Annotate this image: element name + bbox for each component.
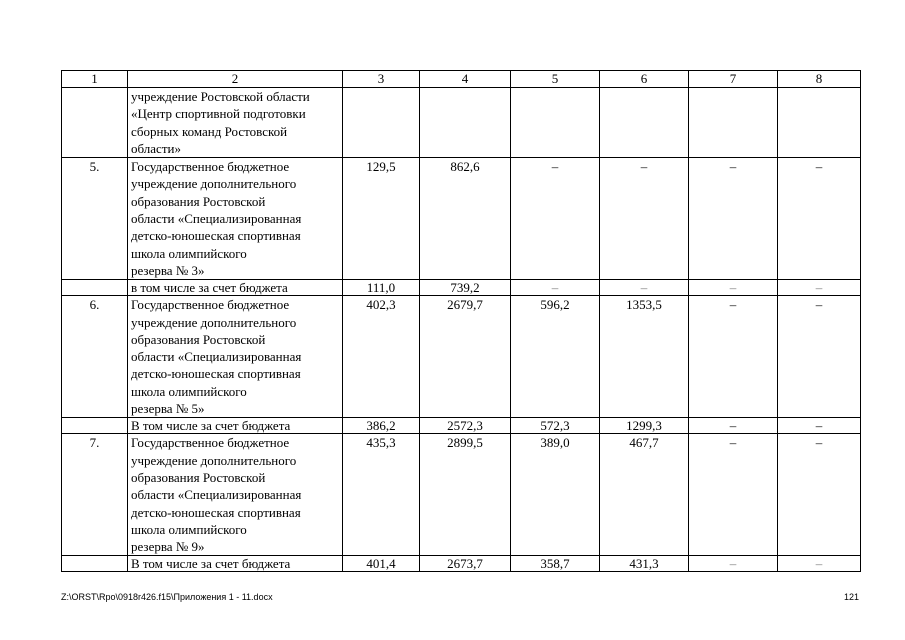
name-line: детско-юношеская спортивная (131, 504, 301, 520)
header-cell: 2 (128, 71, 343, 88)
value-cell: – (689, 434, 778, 556)
name-line: образования Ростовской (131, 193, 266, 209)
value-cell (511, 88, 600, 158)
budget-value-cell: 111,0 (343, 280, 420, 296)
name-line: детско-юношеская спортивная (131, 366, 301, 382)
header-cell: 8 (778, 71, 861, 88)
row-number (62, 280, 128, 296)
value-cell: 2679,7 (420, 296, 511, 418)
header-cell: 4 (420, 71, 511, 88)
budget-value-cell: – (778, 280, 861, 296)
name-line: образования Ростовской (131, 331, 266, 347)
row-number (62, 418, 128, 434)
value-cell: 389,0 (511, 434, 600, 556)
name-line: Государственное бюджетное (131, 297, 290, 313)
institution-row (62, 296, 861, 418)
budget-label: в том числе за счет бюджета (128, 280, 343, 296)
name-line: учреждение дополнительного (131, 176, 297, 192)
header-row (62, 71, 861, 88)
budget-value-cell: – (689, 418, 778, 434)
value-cell (343, 88, 420, 158)
row-number (62, 556, 128, 572)
budget-value-cell: 358,7 (511, 556, 600, 572)
institution-name (128, 296, 343, 418)
footer-path: Z:\ORST\Rpo\0918r426.f15\Приложения 1 - 11.docx (61, 592, 273, 602)
value-cell: 129,5 (343, 158, 420, 280)
budget-value-cell: 739,2 (420, 280, 511, 296)
budget-value-cell: – (511, 280, 600, 296)
budget-value-cell: – (778, 556, 861, 572)
row-number: 5. (62, 158, 128, 280)
value-cell (600, 88, 689, 158)
name-line: учреждение дополнительного (131, 452, 297, 468)
name-line: учреждение Ростовской области (131, 89, 310, 104)
budget-value-cell: 431,3 (600, 556, 689, 572)
continuation-row (62, 88, 861, 158)
budget-value-cell: – (689, 556, 778, 572)
header-cell: 7 (689, 71, 778, 88)
value-cell: – (689, 296, 778, 418)
name-line: образования Ростовской (131, 469, 266, 485)
budget-value-cell: 386,2 (343, 418, 420, 434)
institution-name (128, 88, 343, 158)
budget-value-cell: 2673,7 (420, 556, 511, 572)
value-cell: – (778, 158, 861, 280)
header-cell: 6 (600, 71, 689, 88)
institution-row (62, 434, 861, 556)
budget-value-cell: 1299,3 (600, 418, 689, 434)
budget-value-cell: 572,3 (511, 418, 600, 434)
value-cell (420, 88, 511, 158)
value-cell: – (778, 296, 861, 418)
budget-value-cell: – (689, 280, 778, 296)
name-line: сборных команд Ростовской (131, 123, 288, 139)
name-line: Государственное бюджетное (131, 435, 290, 451)
budget-label: В том числе за счет бюджета (128, 418, 343, 434)
value-cell: – (600, 158, 689, 280)
budget-value-cell: 401,4 (343, 556, 420, 572)
value-cell: – (511, 158, 600, 280)
name-line: области» (131, 140, 181, 156)
name-line: резерва № 9» (131, 539, 205, 555)
name-line: резерва № 5» (131, 401, 205, 417)
row-number (62, 88, 128, 158)
budget-label: В том числе за счет бюджета (128, 556, 343, 572)
value-cell (778, 88, 861, 158)
value-cell (689, 88, 778, 158)
name-line: области «Специализированная (131, 349, 302, 365)
page-number: 121 (843, 592, 859, 602)
value-cell: 862,6 (420, 158, 511, 280)
budget-row (62, 556, 861, 572)
value-cell: – (689, 158, 778, 280)
institution-row (62, 158, 861, 280)
name-line: резерва № 3» (131, 262, 205, 278)
name-line: области «Специализированная (131, 211, 302, 227)
header-cell: 1 (62, 71, 128, 88)
name-line: Государственное бюджетное (131, 159, 290, 175)
row-number: 7. (62, 434, 128, 556)
institution-name (128, 434, 343, 556)
value-cell: – (778, 434, 861, 556)
value-cell: 467,7 (600, 434, 689, 556)
name-line: «Центр спортивной подготовки (131, 106, 306, 122)
value-cell: 402,3 (343, 296, 420, 418)
budget-value-cell: – (600, 280, 689, 296)
budget-value-cell: 2572,3 (420, 418, 511, 434)
name-line: учреждение дополнительного (131, 314, 297, 330)
header-cell: 3 (343, 71, 420, 88)
name-line: школа олимпийского (131, 521, 247, 537)
name-line: школа олимпийского (131, 245, 247, 261)
data-table (61, 70, 861, 572)
header-cell: 5 (511, 71, 600, 88)
row-number: 6. (62, 296, 128, 418)
name-line: области «Специализированная (131, 487, 302, 503)
budget-row (62, 418, 861, 434)
value-cell: 1353,5 (600, 296, 689, 418)
value-cell: 596,2 (511, 296, 600, 418)
value-cell: 2899,5 (420, 434, 511, 556)
name-line: школа олимпийского (131, 383, 247, 399)
budget-value-cell: – (778, 418, 861, 434)
institution-name (128, 158, 343, 280)
budget-row (62, 280, 861, 296)
value-cell: 435,3 (343, 434, 420, 556)
name-line: детско-юношеская спортивная (131, 228, 301, 244)
